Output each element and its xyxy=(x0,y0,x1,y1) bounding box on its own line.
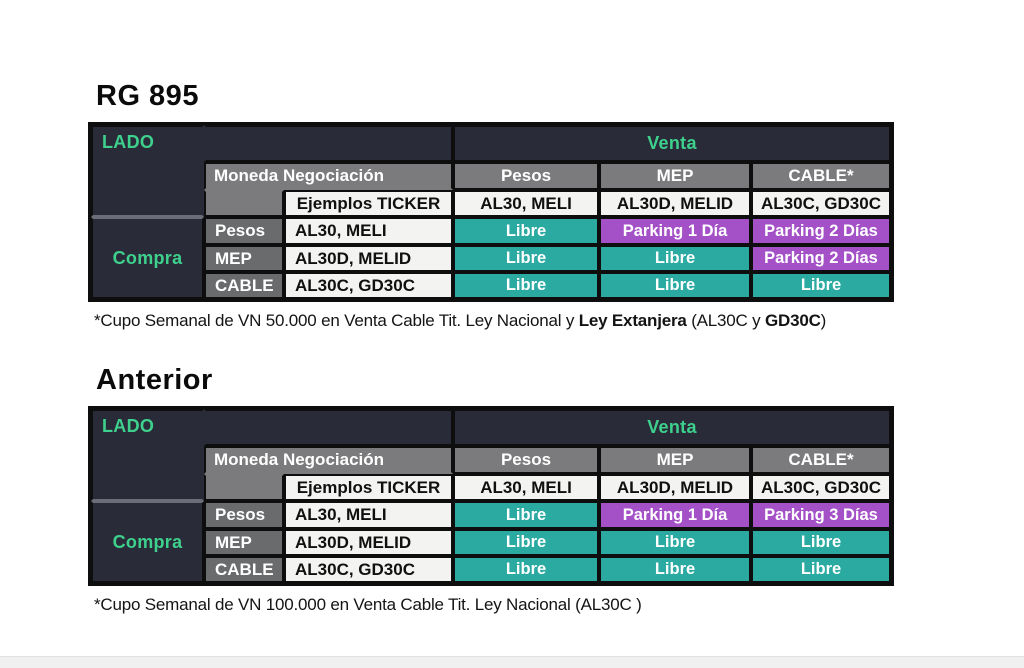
value-cell: Libre xyxy=(599,245,751,272)
ejemplos-ticker-header: Ejemplos TICKER xyxy=(284,190,453,217)
spacer-cell xyxy=(204,125,453,162)
lado-label: LADO xyxy=(102,416,155,436)
value-cell: Libre xyxy=(751,529,891,556)
footnote-text-bold: GD30C xyxy=(764,311,821,330)
table-title: Anterior xyxy=(96,364,213,396)
rules-table-rg895 xyxy=(88,122,894,302)
lado-label: LADO xyxy=(102,132,155,152)
value-cell: Libre xyxy=(599,272,751,299)
row-ticker-cable: AL30C, GD30C xyxy=(284,556,453,583)
col-header-cable: CABLE* xyxy=(751,446,891,474)
value-cell: Libre xyxy=(453,245,599,272)
table-title: RG 895 xyxy=(96,80,199,112)
venta-header-cell xyxy=(453,125,891,162)
value-cell: Libre xyxy=(751,556,891,583)
moneda-negociacion-header: Moneda Negociación xyxy=(204,446,453,474)
col-header-pesos: Pesos xyxy=(453,446,599,474)
col-header-cable: CABLE* xyxy=(751,162,891,190)
row-label-pesos: Pesos xyxy=(204,217,284,245)
lado-header-cell xyxy=(91,409,204,501)
footnote-text: *Cupo Semanal de VN 100.000 en Venta Cable Tit. Ley Nacional (AL30C ) xyxy=(94,595,642,614)
lado-header-cell xyxy=(91,125,204,217)
value-cell: Libre xyxy=(453,501,599,529)
row-label-cable: CABLE xyxy=(204,556,284,583)
spacer-cell xyxy=(204,190,284,217)
ticker-header-cable: AL30C, GD30C xyxy=(751,190,891,217)
row-ticker-mep: AL30D, MELID xyxy=(284,529,453,556)
ticker-header-cable: AL30C, GD30C xyxy=(751,474,891,501)
col-header-mep: MEP xyxy=(599,162,751,190)
row-label-mep: MEP xyxy=(204,529,284,556)
value-cell: Libre xyxy=(453,529,599,556)
compra-header-cell xyxy=(91,501,204,583)
compra-header-cell xyxy=(91,217,204,299)
col-header-mep: MEP xyxy=(599,446,751,474)
row-label-pesos: Pesos xyxy=(204,501,284,529)
row-label-mep: MEP xyxy=(204,245,284,272)
footnote-text: ) xyxy=(820,311,827,330)
compra-label: Compra xyxy=(112,247,183,268)
venta-label: Venta xyxy=(647,133,697,153)
ticker-header-pesos: AL30, MELI xyxy=(453,474,599,501)
ticker-header-pesos: AL30, MELI xyxy=(453,190,599,217)
venta-header-cell xyxy=(453,409,891,446)
row-ticker-pesos: AL30, MELI xyxy=(284,501,453,529)
spacer-cell xyxy=(204,409,453,446)
footnote-anterior xyxy=(94,595,642,614)
rules-table-anterior xyxy=(88,406,894,586)
value-cell: Libre xyxy=(453,272,599,299)
row-ticker-cable: AL30C, GD30C xyxy=(284,272,453,299)
value-cell: Libre xyxy=(751,272,891,299)
value-cell: Libre xyxy=(599,529,751,556)
ticker-header-mep: AL30D, MELID xyxy=(599,190,751,217)
value-cell: Libre xyxy=(453,217,599,245)
value-cell: Parking 3 Días xyxy=(751,501,891,529)
value-cell: Parking 2 Días xyxy=(751,245,891,272)
value-cell: Parking 1 Día xyxy=(599,501,751,529)
moneda-negociacion-header: Moneda Negociación xyxy=(204,162,453,190)
compra-label: Compra xyxy=(112,531,183,552)
window-bottom-bar xyxy=(0,656,1024,668)
ejemplos-ticker-header: Ejemplos TICKER xyxy=(284,474,453,501)
row-ticker-pesos: AL30, MELI xyxy=(284,217,453,245)
spacer-cell xyxy=(204,474,284,501)
footnote-text: *Cupo Semanal de VN 50.000 en Venta Cable Tit. Ley Nacional y xyxy=(94,311,579,330)
venta-label: Venta xyxy=(647,417,697,437)
footnote-text: (AL30C y xyxy=(686,311,765,330)
value-cell: Libre xyxy=(599,556,751,583)
col-header-pesos: Pesos xyxy=(453,162,599,190)
footnote-rg895 xyxy=(94,311,826,331)
row-ticker-mep: AL30D, MELID xyxy=(284,245,453,272)
row-label-cable: CABLE xyxy=(204,272,284,299)
ticker-header-mep: AL30D, MELID xyxy=(599,474,751,501)
footnote-text-bold: Ley Extanjera xyxy=(578,311,687,330)
value-cell: Libre xyxy=(453,556,599,583)
value-cell: Parking 2 Días xyxy=(751,217,891,245)
value-cell: Parking 1 Día xyxy=(599,217,751,245)
